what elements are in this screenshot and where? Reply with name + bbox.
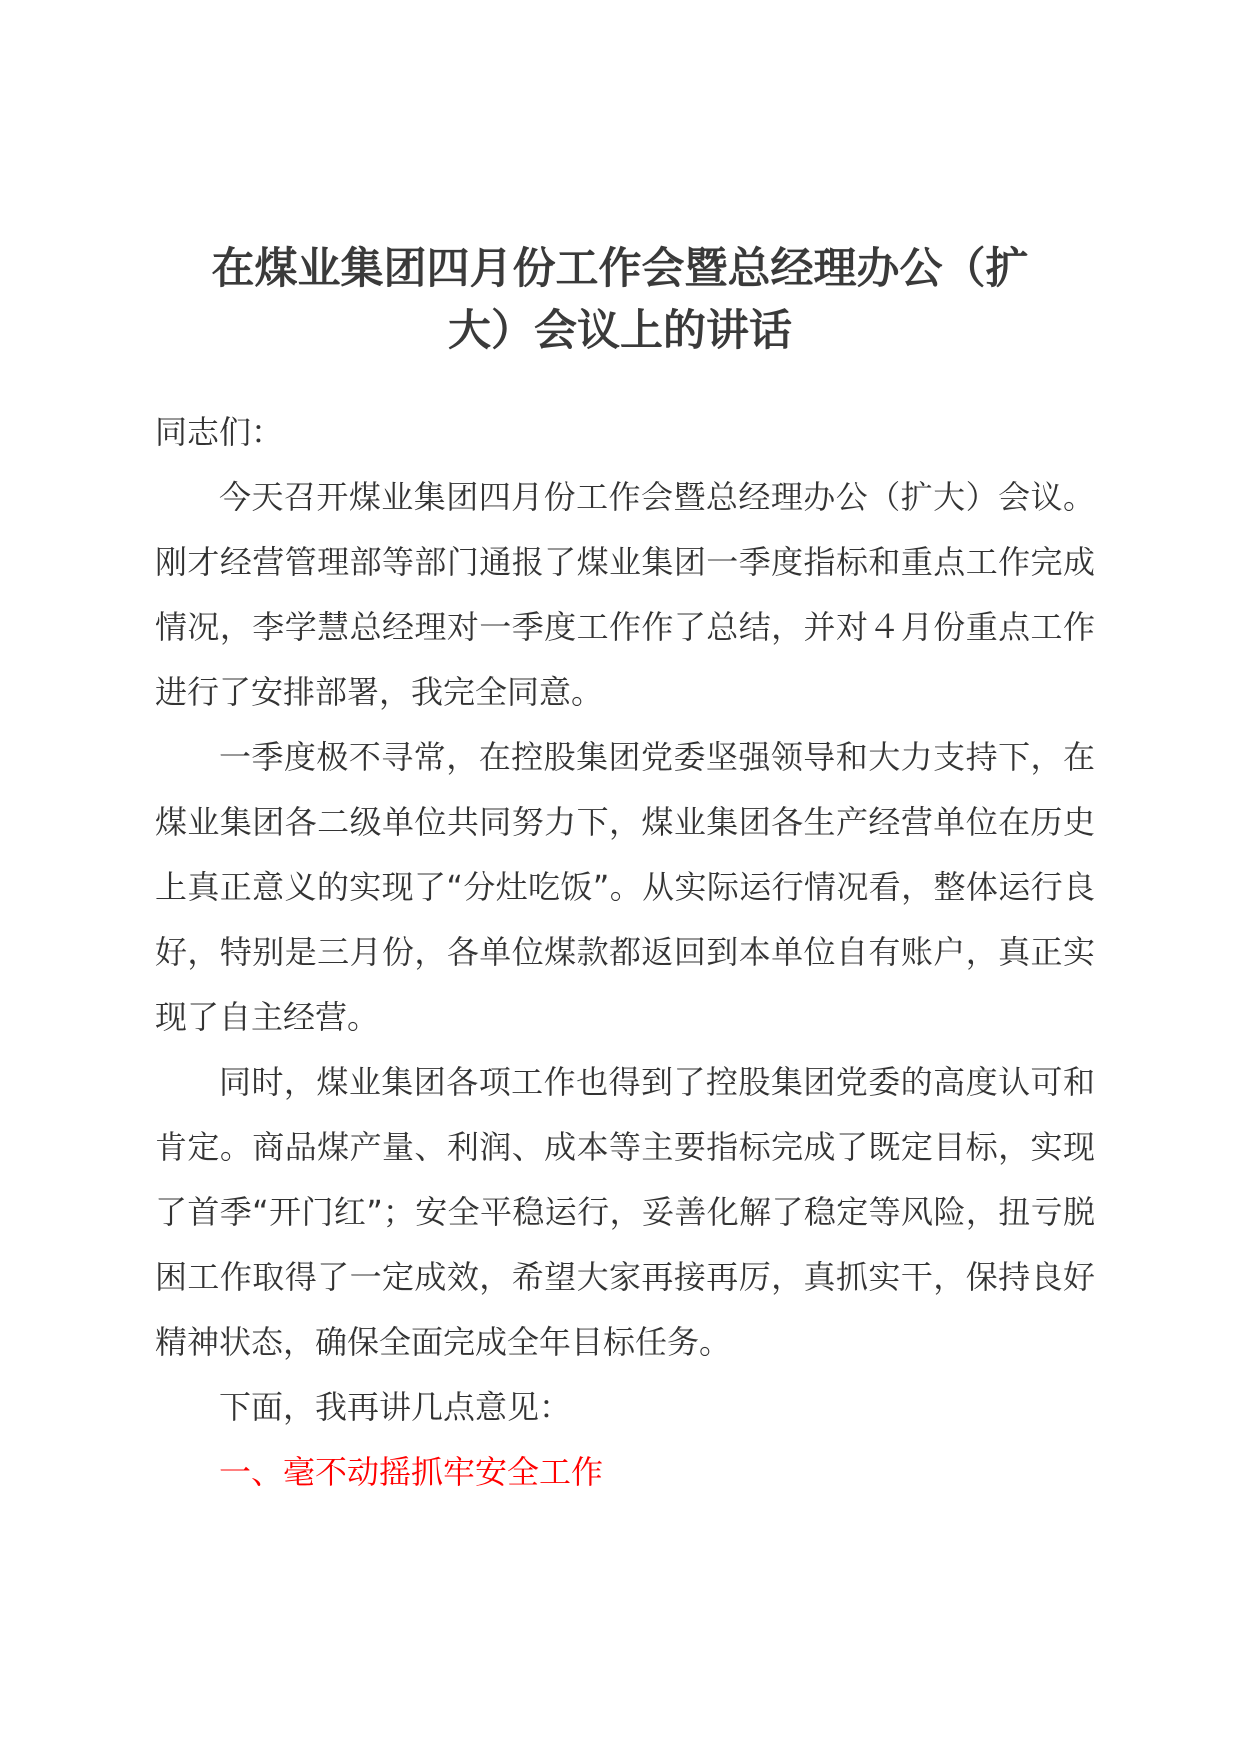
salutation: 同志们： bbox=[155, 413, 284, 451]
document-title bbox=[150, 238, 1090, 362]
section-heading-safety: 一、毫不动摇抓牢安全工作 bbox=[219, 1453, 604, 1491]
paragraph-recognition: 同时，煤业集团各项工作也得到了控股集团党委的高度认可和肯定。商品煤产量、利润、成本等主要指标完成了既定目标，实现了首季“开门红”；安全平稳运行，妥善化解了稳定等风险，扭亏脱困工作取得了一定成效，希望大家再接再厉，真抓实干，保持良好精神状态，确保全面完成全年目标任务。 bbox=[155, 1063, 1095, 1361]
document-body bbox=[155, 400, 1095, 1505]
paragraph-transition: 下面，我再讲几点意见： bbox=[219, 1388, 572, 1426]
title-line-1: 在煤业集团四月份工作会暨总经理办公（扩 bbox=[211, 244, 1029, 294]
title-line-2: 大）会议上的讲话 bbox=[448, 306, 792, 356]
paragraph-first-quarter: 一季度极不寻常，在控股集团党委坚强领导和大力支持下，在煤业集团各二级单位共同努力下，煤业集团各生产经营单位在历史上真正意义的实现了“分灶吃饭”。从实际运行情况看，整体运行良好，特别是三月份，各单位煤款都返回到本单位自有账户，真正实现了自主经营。 bbox=[155, 738, 1095, 1036]
paragraph-opening: 今天召开煤业集团四月份工作会暨总经理办公（扩大）会议。刚才经营管理部等部门通报了煤业集团一季度指标和重点工作完成情况，李学慧总经理对一季度工作作了总结，并对４月份重点工作进行了安排部署，我完全同意。 bbox=[155, 478, 1095, 711]
